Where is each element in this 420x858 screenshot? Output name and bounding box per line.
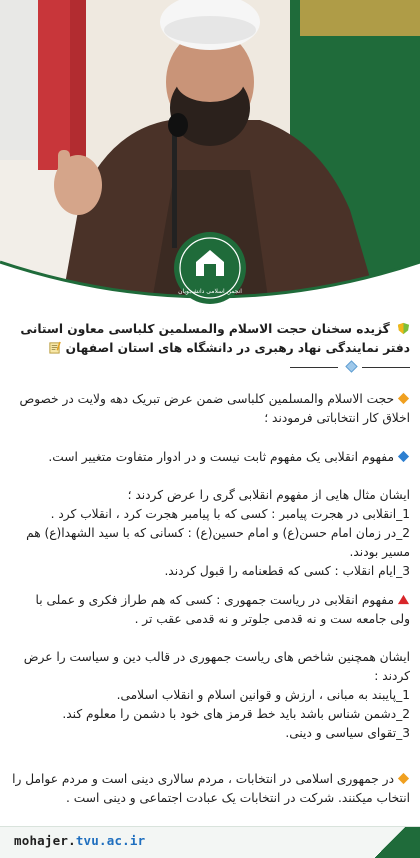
paragraph-3-item-1: 1_انقلابی در هجرت پیامبر : کسی که با پیامبر هجرت کرد ، انقلاب کرد . (50, 507, 410, 521)
logo-caption: انجمن اسلامی دانشجویان (178, 288, 242, 295)
footer-corner-decoration (360, 827, 420, 858)
paragraph-2-text: مفهوم انقلابی یک مفهوم ثابت نیست و در ادوار متفاوت متغییر است. (48, 450, 394, 464)
post-body (0, 318, 420, 826)
paragraph-5-item-2: 2_دشمن شناس باشد باید خط قرمز های خود با دشمن را معلوم کند. (62, 707, 410, 721)
site-link-domain: tvu.ac.ir (75, 833, 146, 848)
paragraph-3 (12, 486, 410, 581)
paragraph-6 (12, 770, 410, 808)
footer-bar (0, 826, 420, 858)
paragraph-3-item-2: 2_در زمان امام حسن(ع) و امام حسین(ع) : کسانی که با سید الشهدا(ع) هم مسیر بودند. (26, 526, 410, 559)
diamond-separator-icon (345, 360, 358, 373)
separator (290, 360, 411, 374)
hero-photo (0, 0, 420, 312)
paragraph-2 (12, 448, 410, 467)
paragraph-5 (12, 648, 410, 743)
paragraph-6-text: در جمهوری اسلامی در انتخابات ، مردم سالاری دینی است و مردم عوامل را انتخاب میکنند. شرکت در انتخابات یک عبادت اجتماعی و دینی است . (12, 772, 410, 805)
paragraph-5-item-3: 3_تقوای سیاسی و دینی. (285, 726, 410, 740)
blue-diamond-icon (397, 450, 410, 463)
post-headline-block (12, 320, 410, 377)
paragraph-1-text: حجت الاسلام والمسلمین کلباسی ضمن عرض تبریک دهه ولایت در خصوص اخلاق کار انتخاباتی فرمودند ؛ (19, 392, 410, 425)
post-headline: گزیده سخنان حجت الاسلام والمسلمین کلباسی معاون استانی دفتر نمایندگی نهاد رهبری در دانشگاه های استان اصفهان (20, 322, 410, 355)
memo-icon (48, 341, 61, 354)
paragraph-4 (12, 591, 410, 629)
site-link[interactable] (14, 833, 145, 848)
green-shield-icon (397, 322, 410, 335)
site-link-prefix: mohajer. (14, 833, 76, 848)
orange-diamond-icon (397, 392, 410, 405)
paragraph-3-item-3: 3_ایام انقلاب : کسی که قطعنامه را قبول کردند. (164, 564, 410, 578)
orange-diamond-icon (397, 772, 410, 785)
red-triangle-icon (397, 593, 410, 606)
paragraph-1 (12, 390, 410, 428)
paragraph-4-text: مفهوم انقلابی در ریاست جمهوری : کسی که هم طراز فکری و عملی با ولی جامعه ست و نه قدمی جلوتر و نه قدمی عقب تر . (35, 593, 410, 626)
paragraph-5-intro: ایشان همچنین شاخص های ریاست جمهوری در قالب دین و سیاست را عرض کردند : (23, 650, 410, 683)
paragraph-3-intro: ایشان مثال هایی از مفهوم انقلابی گری را عرض کردند ؛ (127, 488, 410, 502)
paragraph-5-item-1: 1_پایبند به مبانی ، ارزش و قوانین اسلام و انقلاب اسلامی. (116, 688, 410, 702)
